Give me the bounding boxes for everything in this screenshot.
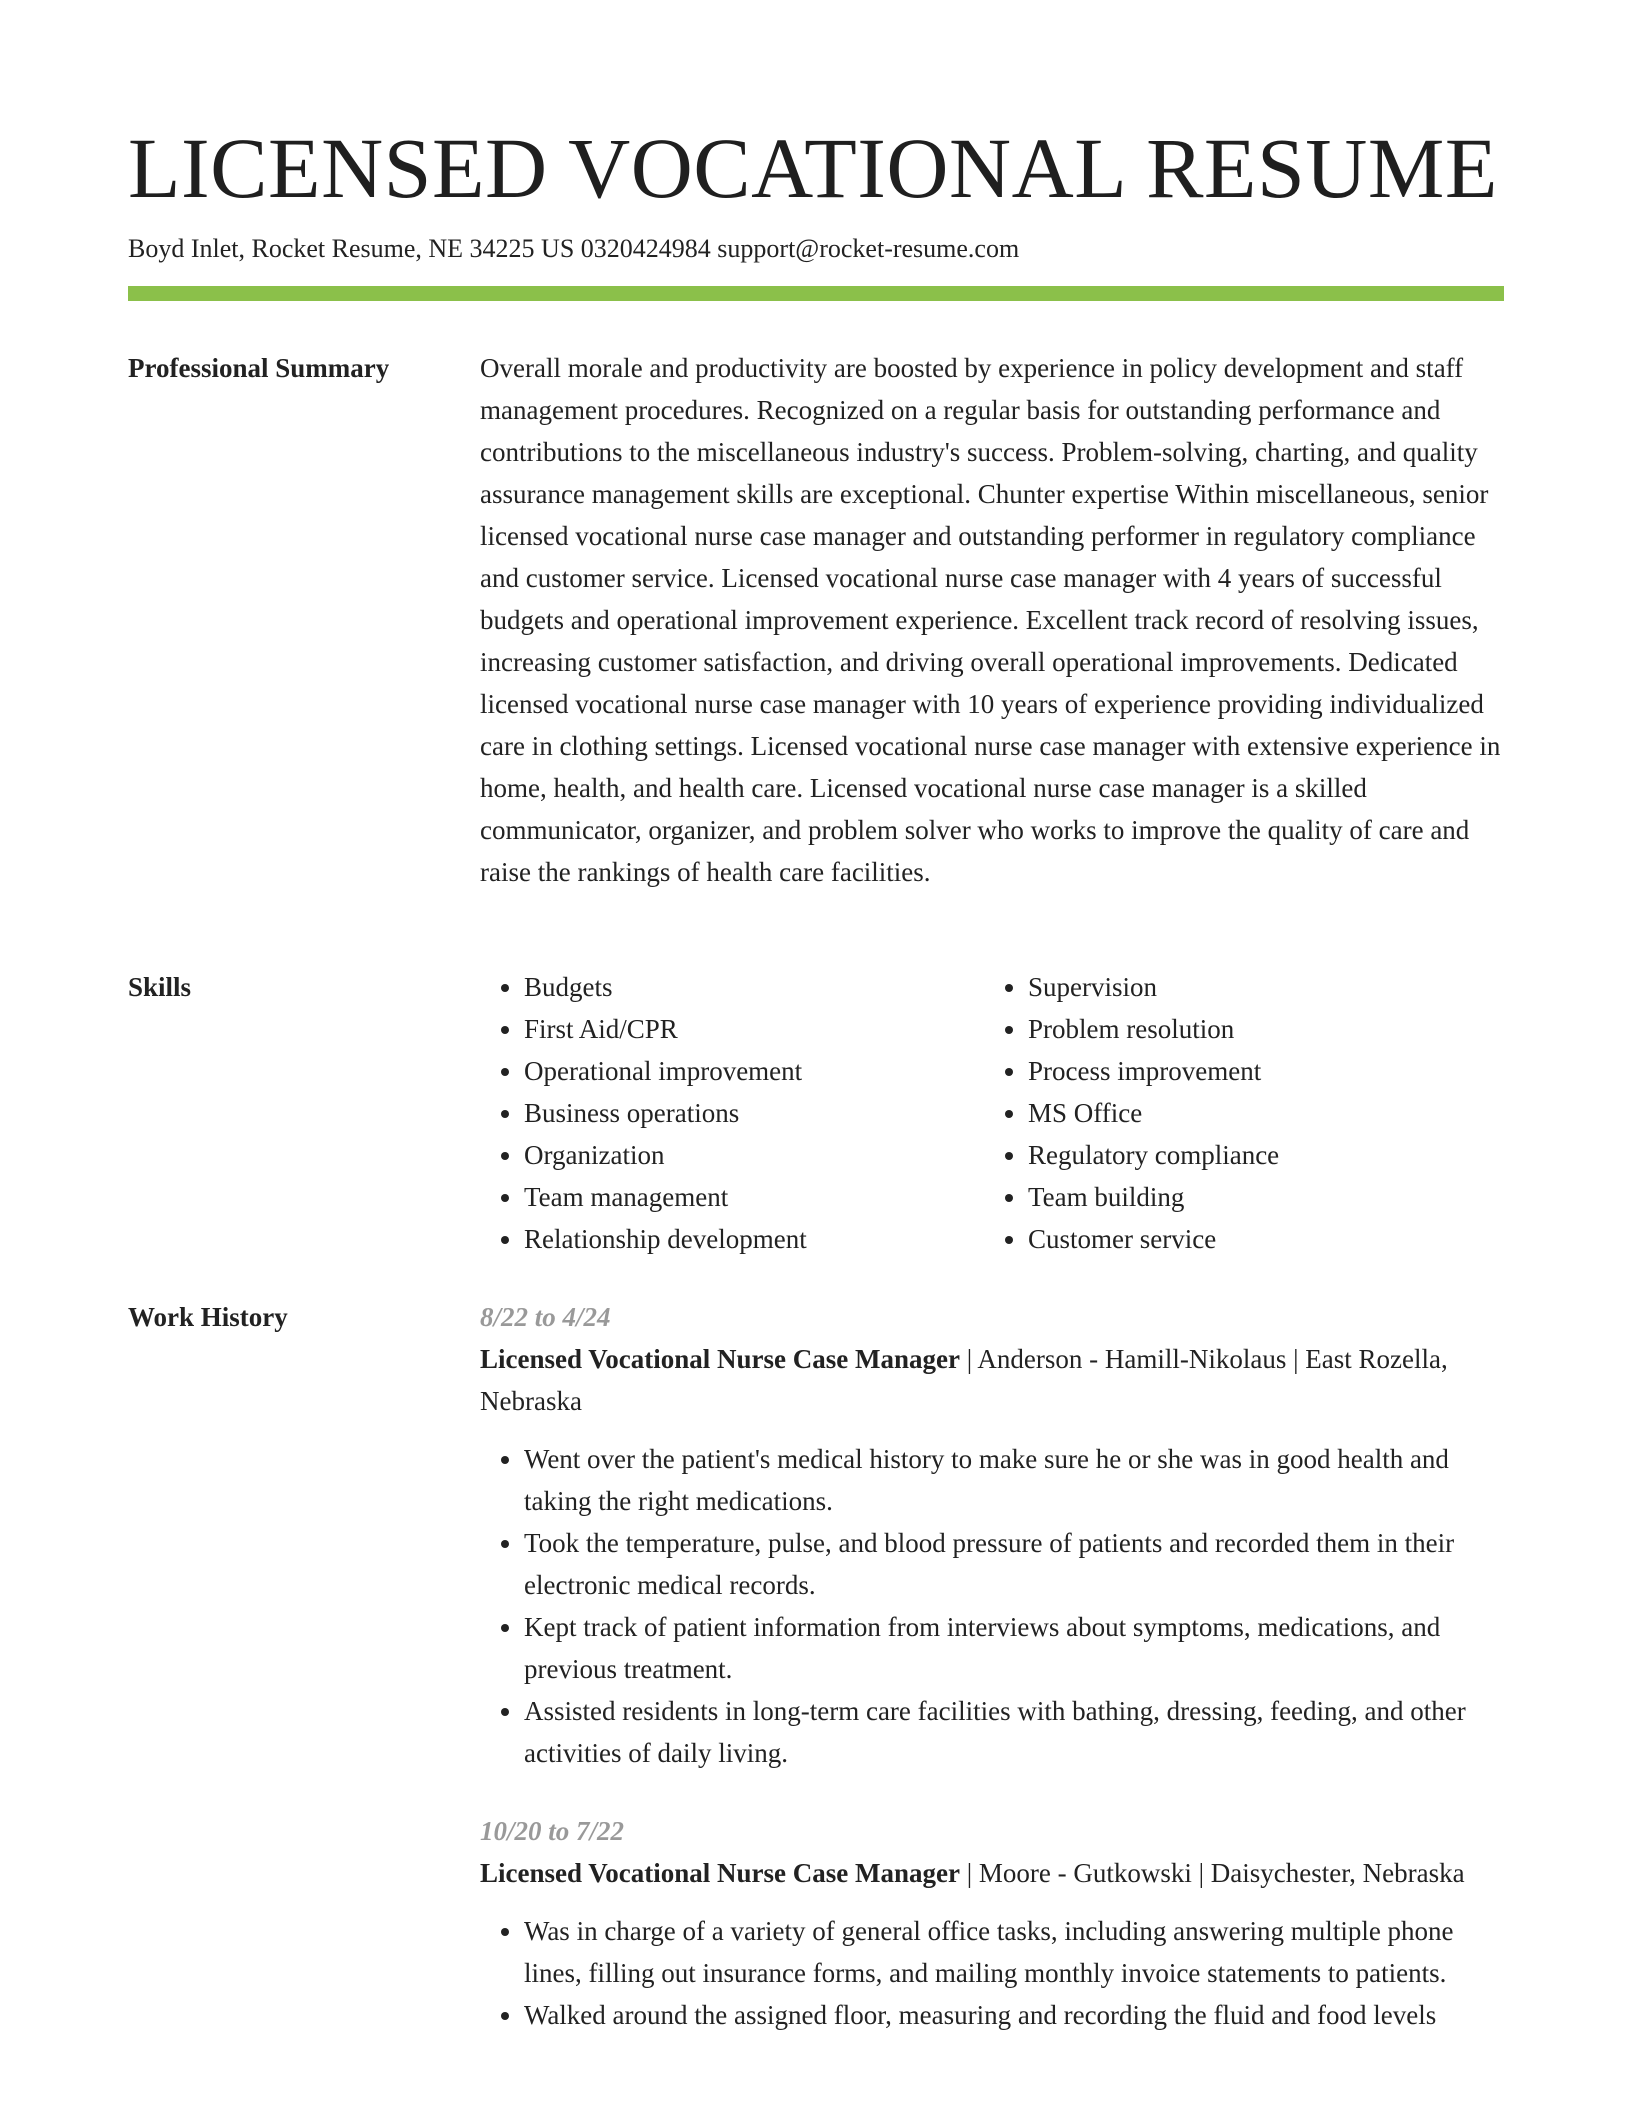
duty-item: • Assisted residents in long-term care facilities with bathing, dressing, feeding, and other activities of daily living. (524, 1690, 1504, 1774)
duty-item: • Took the temperature, pulse, and blood pressure of patients and recorded them in their electronic medical records. (524, 1522, 1504, 1606)
skill-item: • Problem resolution (1028, 1008, 1488, 1050)
job-entry (480, 1296, 1504, 1774)
job-dates: 10/20 to 7/22 (480, 1816, 625, 1846)
header-divider (128, 286, 1504, 301)
skill-item: • Process improvement (1028, 1050, 1488, 1092)
job-heading (480, 1338, 1504, 1422)
skill-item: • MS Office (1028, 1092, 1488, 1134)
job-company: | Anderson - Hamill-Nikolaus | East Rozella, Nebraska (480, 1344, 1448, 1416)
job-duties (480, 1910, 1504, 2036)
skill-item: • Team management (524, 1176, 984, 1218)
summary-heading: Professional Summary (128, 353, 390, 383)
job-title: Licensed Vocational Nurse Case Manager (480, 1858, 960, 1888)
skills-heading: Skills (128, 972, 192, 1002)
skill-item: • Customer service (1028, 1218, 1488, 1260)
job-dates: 8/22 to 4/24 (480, 1302, 611, 1332)
resume-title: LICENSED VOCATIONAL RESUME (128, 120, 1498, 216)
skill-item: • Regulatory compliance (1028, 1134, 1488, 1176)
skill-item: • First Aid/CPR (524, 1008, 984, 1050)
duty-item: • Kept track of patient information from interviews about symptoms, medications, and previous treatment. (524, 1606, 1504, 1690)
skills-list-left (480, 966, 984, 1260)
contact-line: Boyd Inlet, Rocket Resume, NE 34225 US 0320424984 support@rocket-resume.com (128, 234, 1020, 263)
work-history-heading: Work History (128, 1302, 288, 1332)
skills-list-right (984, 966, 1488, 1260)
work-history-body (480, 1296, 1504, 2072)
skill-item: • Business operations (524, 1092, 984, 1134)
job-title: Licensed Vocational Nurse Case Manager (480, 1344, 960, 1374)
job-heading (480, 1852, 1504, 1894)
skill-item: • Supervision (1028, 966, 1488, 1008)
duty-item: • Walked around the assigned floor, measuring and recording the fluid and food levels (524, 1994, 1504, 2036)
resume-header (128, 118, 1504, 266)
skill-item: • Operational improvement (524, 1050, 984, 1092)
summary-text: Overall morale and productivity are boosted by experience in policy development and staff management procedures. Recognized on a regular basis for outstanding performance and contributions to the miscellaneous industry's success. Problem-solving, charting, and quality assurance management skills are exceptional. Chunter expertise Within miscellaneous, senior licensed vocational nurse case manager and outstanding performer in regulatory compliance and customer service. Licensed vocational nurse case manager with 4 years of successful budgets and operational improvement experience. Excellent track record of resolving issues, increasing customer satisfaction, and driving overall operational improvements. Dedicated licensed vocational nurse case manager with 10 years of experience providing individualized care in clothing settings. Licensed vocational nurse case manager with extensive experience in home, health, and health care. Licensed vocational nurse case manager is a skilled communicator, organizer, and problem solver who works to improve the quality of care and raise the rankings of health care facilities. (480, 353, 1501, 887)
skill-item: • Organization (524, 1134, 984, 1176)
skills-body (480, 966, 1504, 1260)
duty-item: • Went over the patient's medical history to make sure he or she was in good health and taking the right medications. (524, 1438, 1504, 1522)
job-duties (480, 1438, 1504, 1774)
skill-item: • Budgets (524, 966, 984, 1008)
skill-item: • Team building (1028, 1176, 1488, 1218)
job-entry (480, 1810, 1504, 2036)
skill-item: • Relationship development (524, 1218, 984, 1260)
job-company: | Moore - Gutkowski | Daisychester, Nebraska (959, 1858, 1465, 1888)
duty-item: • Was in charge of a variety of general office tasks, including answering multiple phone lines, filling out insurance forms, and mailing monthly invoice statements to patients. (524, 1910, 1504, 1994)
summary-body (480, 347, 1504, 893)
